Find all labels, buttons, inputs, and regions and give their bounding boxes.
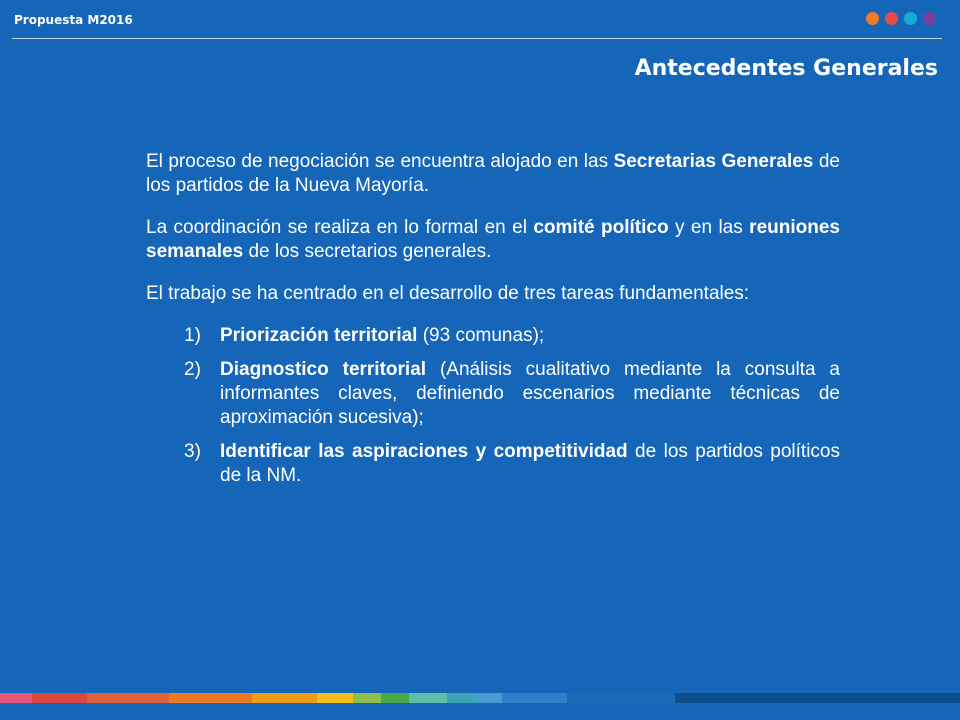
body-text: y en las xyxy=(668,217,750,238)
task-description: (93 comunas); xyxy=(417,325,545,346)
task-item xyxy=(146,440,840,488)
task-list xyxy=(146,324,840,488)
stripe-segment xyxy=(409,693,447,703)
paragraph xyxy=(146,282,840,306)
task-item xyxy=(146,358,840,430)
body-text: El trabajo se ha centrado en el desarrollo de tres tareas fundamentales: xyxy=(146,283,750,304)
stripe-segment xyxy=(353,693,381,703)
stripe-segment xyxy=(169,693,253,703)
stripe-segment xyxy=(567,693,675,703)
stripe-segment xyxy=(252,693,317,703)
body-text: El proceso de negociación se encuentra alojado en las xyxy=(146,151,614,172)
task-title: Identificar las aspiraciones y competitividad xyxy=(220,441,628,462)
paragraph xyxy=(146,150,840,198)
dot-red-icon xyxy=(885,12,898,25)
emphasis-text: comité político xyxy=(533,217,669,238)
paragraphs xyxy=(146,150,840,306)
body-text: de los partidos de la Nueva Mayoría. xyxy=(146,151,840,196)
stripe-segment xyxy=(381,693,409,703)
stripe-segment xyxy=(0,693,32,703)
emphasis-text: reuniones semanales xyxy=(146,217,840,262)
decorative-dots xyxy=(866,12,936,25)
task-number: 3) xyxy=(184,441,201,462)
slide-content xyxy=(146,150,840,498)
dot-orange-icon xyxy=(866,12,879,25)
dot-purple-icon xyxy=(923,12,936,25)
bottom-color-stripe xyxy=(0,693,960,703)
presentation-label: Propuesta M2016 xyxy=(14,13,133,27)
stripe-segment xyxy=(87,693,169,703)
header-divider xyxy=(12,38,942,39)
paragraph xyxy=(146,216,840,264)
stripe-segment xyxy=(477,693,502,703)
task-item xyxy=(146,324,840,348)
stripe-segment xyxy=(675,693,960,703)
task-number: 1) xyxy=(184,325,201,346)
task-title: Priorización territorial xyxy=(220,325,418,346)
task-description: de los partidos políticos de la NM. xyxy=(220,441,840,486)
body-text: de los secretarios generales. xyxy=(243,241,492,262)
slide-title: Antecedentes Generales xyxy=(634,56,938,81)
stripe-segment xyxy=(317,693,353,703)
stripe-segment xyxy=(447,693,477,703)
body-text: La coordinación se realiza en lo formal en el xyxy=(146,217,534,238)
task-description: (Análisis cualitativo mediante la consulta a informantes claves, definiendo escenarios mediante técnicas de aproximación sucesiva); xyxy=(220,359,840,428)
stripe-segment xyxy=(502,693,567,703)
task-number: 2) xyxy=(184,359,201,380)
emphasis-text: Secretarias Generales xyxy=(613,151,814,172)
task-title: Diagnostico territorial xyxy=(220,359,427,380)
stripe-segment xyxy=(32,693,87,703)
dot-cyan-icon xyxy=(904,12,917,25)
